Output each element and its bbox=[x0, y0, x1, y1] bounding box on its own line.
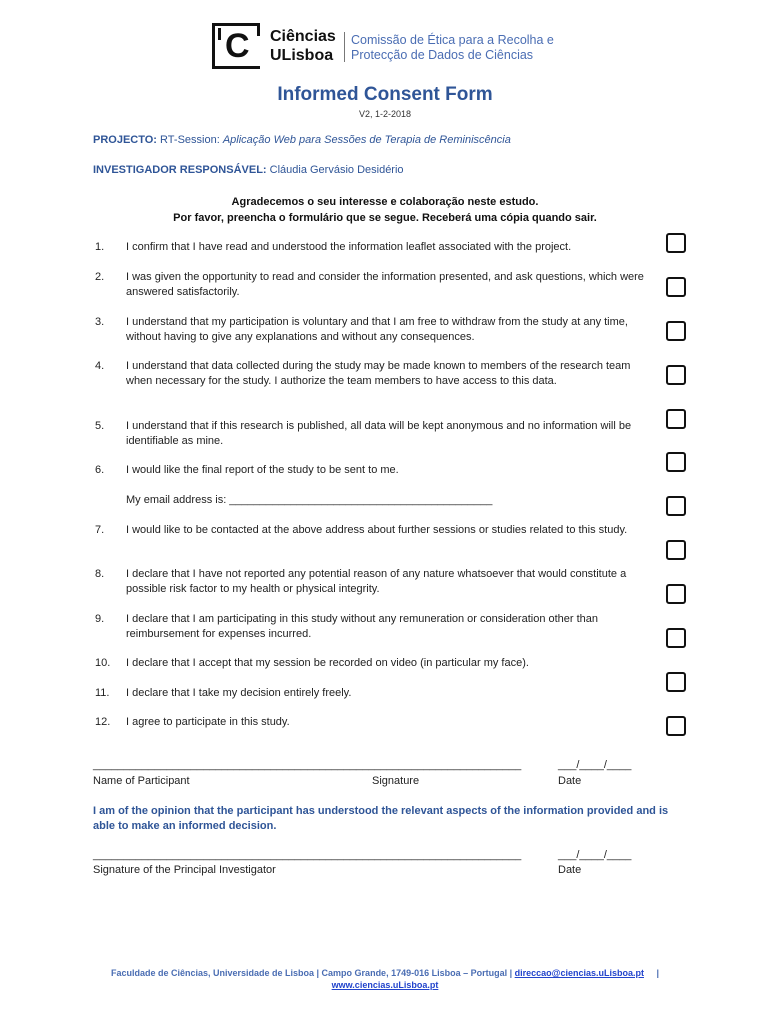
consent-checkbox-3[interactable] bbox=[666, 321, 686, 341]
investigator-signature-line[interactable]: ______________________________________________________________________ bbox=[93, 849, 522, 861]
consent-checkbox-12[interactable] bbox=[666, 716, 686, 736]
consent-checkbox-1[interactable] bbox=[666, 233, 686, 253]
ciencias-ulisboa-logo bbox=[212, 23, 562, 69]
consent-checkbox-2[interactable] bbox=[666, 277, 686, 297]
signature-label: Signature bbox=[372, 775, 420, 787]
date-label: Date bbox=[558, 864, 582, 876]
contact-email-link[interactable]: direccao@ciencias.uLisboa.pt bbox=[514, 968, 644, 978]
consent-checkbox-10[interactable] bbox=[666, 628, 686, 648]
form-version: V2, 1-2-2018 bbox=[358, 109, 412, 119]
consent-checkbox-7[interactable] bbox=[666, 496, 686, 516]
participant-signature-line[interactable]: ______________________________________________________________________ bbox=[93, 759, 522, 771]
logo-mark: C bbox=[212, 23, 260, 69]
project-line: PROJECTO: RT-Session: Aplicação Web para Sessões de Terapia de Reminiscência bbox=[93, 134, 511, 146]
intro-text: Agradecemos o seu interesse e colaboração neste estudo. Por favor, preencha o formulário que se segue. Receberá uma cópia quando sair. bbox=[173, 196, 597, 224]
investigator-date-line[interactable]: ___/____/____ bbox=[558, 849, 632, 861]
investigator-opinion-statement: I am of the opinion that the participant has understood the relevant aspects of the information provided and is able to make an informed decision. bbox=[93, 805, 669, 832]
investigator-line: INVESTIGADOR RESPONSÁVEL: Cláudia Gervásio Desidério bbox=[93, 164, 404, 176]
participant-date-line[interactable]: ___/____/____ bbox=[558, 759, 632, 771]
consent-checkbox-5[interactable] bbox=[666, 409, 686, 429]
consent-checkbox-6[interactable] bbox=[666, 452, 686, 472]
consent-checkbox-9[interactable] bbox=[666, 584, 686, 604]
logo-wordmark: Ciências ULisboa bbox=[270, 28, 336, 64]
consent-checkbox-11[interactable] bbox=[666, 672, 686, 692]
logo-divider bbox=[344, 32, 345, 62]
committee-name: Comissão de Ética para a Recolha e Protecção de Dados de Ciências bbox=[351, 33, 554, 62]
principal-investigator-label: Signature of the Principal Investigator bbox=[93, 864, 276, 876]
page-footer: Faculdade de Ciências, Universidade de Lisboa | Campo Grande, 1749-016 Lisboa – Portugal | direccao@ciencias.uLisboa.pt | www.ciencias.uLisboa.pt bbox=[110, 968, 660, 990]
form-title: Informed Consent Form bbox=[277, 84, 493, 105]
consent-checkbox-4[interactable] bbox=[666, 365, 686, 385]
website-link[interactable]: www.ciencias.uLisboa.pt bbox=[331, 980, 439, 990]
consent-checkbox-8[interactable] bbox=[666, 540, 686, 560]
name-of-participant-label: Name of Participant bbox=[93, 775, 190, 787]
date-label: Date bbox=[558, 775, 582, 787]
